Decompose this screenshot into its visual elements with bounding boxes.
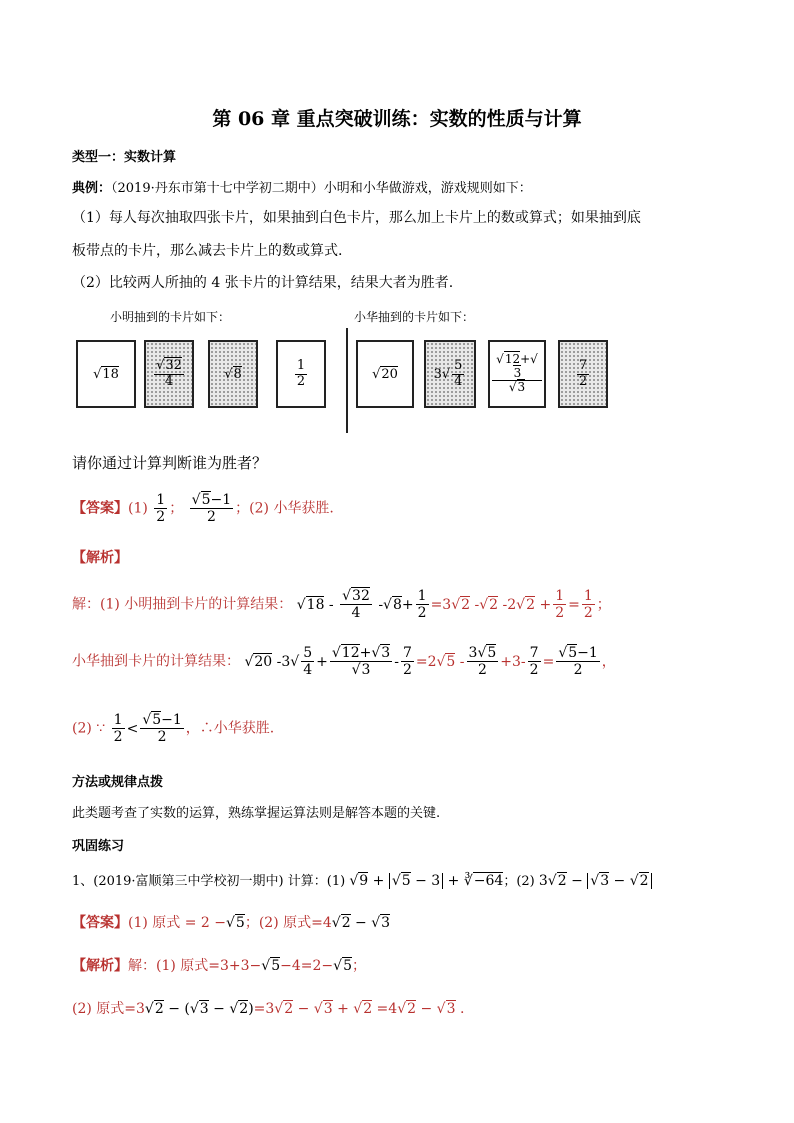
example-label: 典例： <box>72 181 112 196</box>
section-heading: 类型一：实数计算 <box>72 150 177 165</box>
practice-q1: 1、(2019·富顺第三中学校初一期中) 计算：(1) √9 + √5 − 3 + ∛−64；(2) 3√2 − √3 − √2 <box>72 870 652 889</box>
card-hua-2: 3√ $\frac{5}{4}$ <box>424 340 476 408</box>
practice-heading: 巩固练习 <box>72 839 125 854</box>
rule1-line1: （1）每人每次抽取四张卡片，如果抽到白色卡片，那么加上卡片上的数或算式；如果抽到底 <box>72 210 641 226</box>
analysis-line2: 小华抽到卡片的计算结果： √20 -3√ $\frac{5}{4}$ + $\frac{√12+√3}{√3}$ - $\frac{7}{2}$ =2√5 - $\frac{3√5}{2}$ +3- $\frac{7}{2}$ = $\frac{√5-1}{2}$ ， <box>72 645 616 679</box>
answer-line: 【答案】(1) $\frac{1}{2}$ ； $\frac{√5-1}{2}$ ；(2) 小华获胜. <box>72 492 334 526</box>
page-title: 第 06 章 重点突破训练：实数的性质与计算 <box>212 108 582 130</box>
question: 请你通过计算判断谁为胜者？ <box>72 454 268 472</box>
cards-figure <box>72 300 732 435</box>
rule2: （2）比较两人所抽的 4 张卡片的计算结果，结果大者为胜者. <box>72 275 454 291</box>
hua-cards-label: 小华抽到的卡片如下： <box>354 310 475 324</box>
card-hua-3: $\frac{√12+√3}{√3}$ <box>488 340 546 408</box>
card-ming-2: $\frac{√32}{4}$ <box>144 340 194 408</box>
card-hua-4: $\frac{7}{2}$ <box>558 340 608 408</box>
practice-answer: 【答案】(1) 原式 = 2 −√5；(2) 原式=4√2 − √3 <box>72 915 391 931</box>
practice-analysis: 【解析】解：(1) 原式=3+3−√5−4=2−√5； <box>72 958 366 974</box>
card-ming-4: $\frac{1}{2}$ <box>276 340 326 408</box>
analysis-line1: 解：(1) 小明抽到卡片的计算结果： √18 - $\frac{√32}{4}$ -√8+ $\frac{1}{2}$ =3√2 -√2 -2√2 + $\frac{1}{2}$ = $\frac{1}{2}$ ； <box>72 588 611 622</box>
practice-analysis-line2: (2) 原式=3√2 − (√3 − √2)=3√2 − √3 + √2 =4√2 − √3 . <box>72 1001 465 1017</box>
analysis-label: 【解析】 <box>72 550 128 566</box>
card-ming-3: √8 <box>208 340 258 408</box>
rule1-line2: 板带点的卡片，那么减去卡片上的数或算式. <box>72 243 343 259</box>
example-intro <box>72 177 532 196</box>
method-heading: 方法或规律点拨 <box>72 775 164 790</box>
cards-divider <box>346 328 348 433</box>
card-hua-1: √20 <box>356 340 414 408</box>
card-ming-1: √18 <box>76 340 136 408</box>
answer-label: 【答案】 <box>72 500 128 517</box>
method-text: 此类题考查了实数的运算，熟练掌握运算法则是解答本题的关键. <box>72 806 441 821</box>
analysis-line3: (2) ∵ $\frac{1}{2}$ < $\frac{√5-1}{2}$ ，∴小华获胜. <box>72 712 275 746</box>
example-text: （2019·丹东市第十七中学初二期中）小明和小华做游戏，游戏规则如下： <box>111 181 532 196</box>
ming-cards-label: 小明抽到的卡片如下： <box>110 310 231 324</box>
